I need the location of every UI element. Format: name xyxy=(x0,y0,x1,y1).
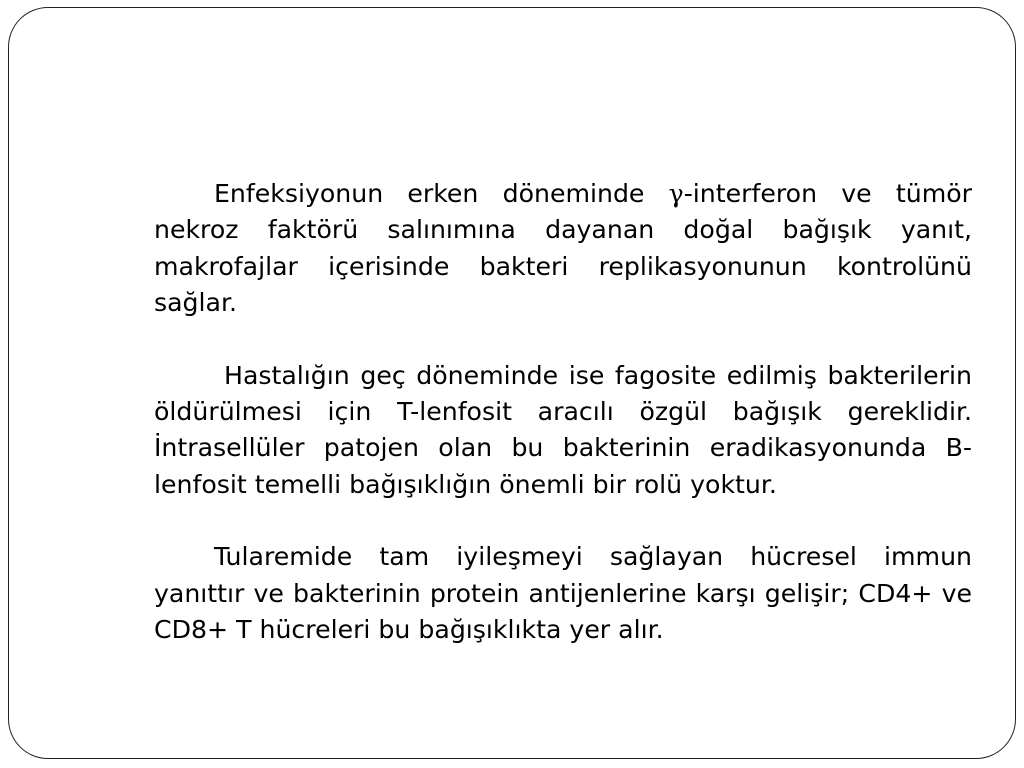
slide-body xyxy=(154,176,972,648)
paragraph-cell-mediated-immunity: Hastalığın geç döneminde ise fagosite edilmiş bakterilerin öldürülmesi için T-lenfosit aracılı özgül bağışık gereklidir. İntrasellüler patojen olan bu bakterinin eradikasyonunda B-lenfosit temelli bağışıklığın önemli bir rolü yoktur. xyxy=(154,360,972,499)
paragraph-1-text-end: -interferon ve tümör nekroz faktörü salınımına dayanan doğal bağışık yanıt, makrofajlar içerisinde bakteri replikasyonunun kontrolünü sağlar. xyxy=(154,179,973,318)
paragraph-innate-immunity xyxy=(154,176,972,322)
paragraph-1-text-start: Enfeksiyonun erken döneminde xyxy=(214,179,669,208)
paragraph-tularemia-immunity: Tularemide tam iyileşmeyi sağlayan hücresel immun yanıttır ve bakterinin protein antijenlerine karşı gelişir; CD4+ ve CD8+ T hücreleri bu bağışıklıkta yer alır. xyxy=(154,542,972,645)
gamma-symbol: γ xyxy=(668,179,684,208)
slide-frame xyxy=(8,7,1016,759)
